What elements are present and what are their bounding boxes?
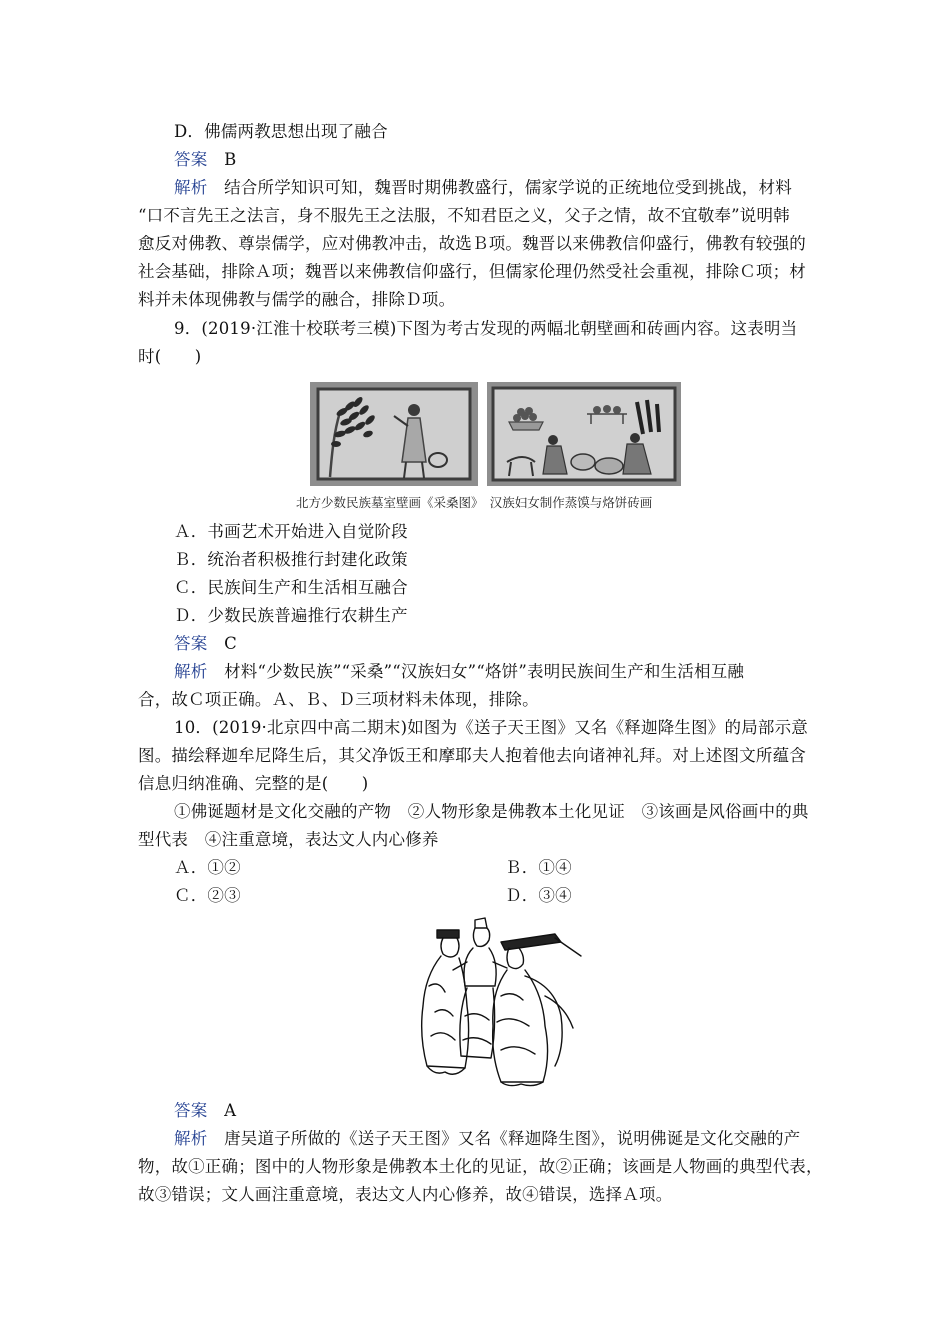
q10-analysis-line-1	[174, 1128, 800, 1150]
q10-stem-line-2: 图。描绘释迦牟尼降生后，其父净饭王和摩耶夫人抱着他去向诸神礼拜。对上述图文所蕴含	[138, 746, 806, 765]
analysis-text: 材料“少数民族”“采桑”“汉族妇女”“烙饼”表明民族间生产和生活相互融	[224, 662, 745, 681]
q10-statements-line-1: ①佛诞题材是文化交融的产物 ②人物形象是佛教本土化见证 ③该画是风俗画中的典	[174, 802, 809, 821]
q10-stem-line-1: 10．(2019·北京四中高二期末)如图为《送子天王图》又名《释迦降生图》的局部示意	[174, 718, 809, 737]
q10-analysis-line-2: 物，故①正确；图中的人物形象是佛教本土化的见证，故②正确；该画是人物画的典型代表，	[138, 1157, 823, 1176]
q9-option-d: Ｄ．少数民族普遍推行农耕生产	[174, 606, 408, 625]
q10-analysis-line-3: 故③错误；文人画注重意境，表达文人内心修养，故④错误，选择Ａ项。	[138, 1185, 673, 1204]
q8-option-d: D．佛儒两教思想出现了融合	[174, 122, 388, 141]
answer-label: 答案	[174, 1101, 208, 1120]
analysis-text: 结合所学知识可知，魏晋时期佛教盛行，儒家学说的正统地位受到挑战，材料	[224, 178, 792, 197]
q9-answer-row	[174, 633, 237, 655]
q10-option-a: Ａ．①②	[174, 858, 241, 877]
q10-option-b: Ｂ．①④	[505, 858, 572, 877]
mural-picking-mulberry-image	[310, 382, 478, 486]
analysis-text: 唐吴道子所做的《送子天王图》又名《释迦降生图》，说明佛诞是文化交融的产	[224, 1129, 801, 1148]
q9-option-c: Ｃ．民族间生产和生活相互融合	[174, 578, 408, 597]
q9-figure-caption: 北方少数民族墓室壁画《采桑图》 汉族妇女制作蒸馍与烙饼砖画	[296, 495, 653, 510]
q8-analysis-line-4: 社会基础，排除Ａ项；魏晋以来佛教信仰盛行，但儒家伦理仍然受社会重视，排除Ｃ项；材	[138, 262, 806, 281]
q9-analysis-line-2: 合，故Ｃ项正确。Ａ、Ｂ、Ｄ三项材料未体现，排除。	[138, 690, 539, 709]
q8-answer-row	[174, 149, 236, 171]
q10-answer-row	[174, 1100, 236, 1122]
answer-value: A	[224, 1101, 237, 1120]
answer-value: B	[224, 150, 237, 169]
q8-analysis-line-5: 料并未体现佛教与儒学的融合，排除Ｄ项。	[138, 290, 456, 309]
analysis-label: 解析	[174, 662, 208, 681]
q10-option-d: Ｄ．③④	[505, 886, 572, 905]
sending-son-heavenly-king-drawing	[405, 916, 585, 1088]
analysis-label: 解析	[174, 178, 208, 197]
answer-value: C	[224, 634, 237, 653]
q8-analysis-line-3: 愈反对佛教、尊崇儒学，应对佛教冲击，故选Ｂ项。魏晋以来佛教信仰盛行，佛教有较强的	[138, 234, 806, 253]
q9-stem-line-2: 时( )	[138, 347, 202, 366]
analysis-label: 解析	[174, 1129, 208, 1148]
q9-option-b: Ｂ．统治者积极推行封建化政策	[174, 550, 408, 569]
q10-statements-line-2: 型代表 ④注重意境，表达文人内心修养	[138, 830, 439, 849]
q9-stem-line-1: 9．(2019·江淮十校联考三模)下图为考古发现的两幅北朝壁画和砖画内容。这表明当	[174, 319, 798, 338]
answer-label: 答案	[174, 634, 208, 653]
answer-label: 答案	[174, 150, 208, 169]
q10-option-c: Ｃ．②③	[174, 886, 241, 905]
q9-analysis-line-1	[174, 661, 744, 683]
q8-analysis-line-1	[174, 177, 792, 199]
brick-painting-steamed-buns-image	[487, 382, 681, 486]
q9-option-a: Ａ．书画艺术开始进入自觉阶段	[174, 522, 408, 541]
q10-stem-line-3: 信息归纳准确、完整的是( )	[138, 774, 369, 793]
q8-analysis-line-2: “口不言先王之法言，身不服先王之法服，不知君臣之义，父子之情，故不宜敬奉”说明韩	[138, 206, 790, 225]
